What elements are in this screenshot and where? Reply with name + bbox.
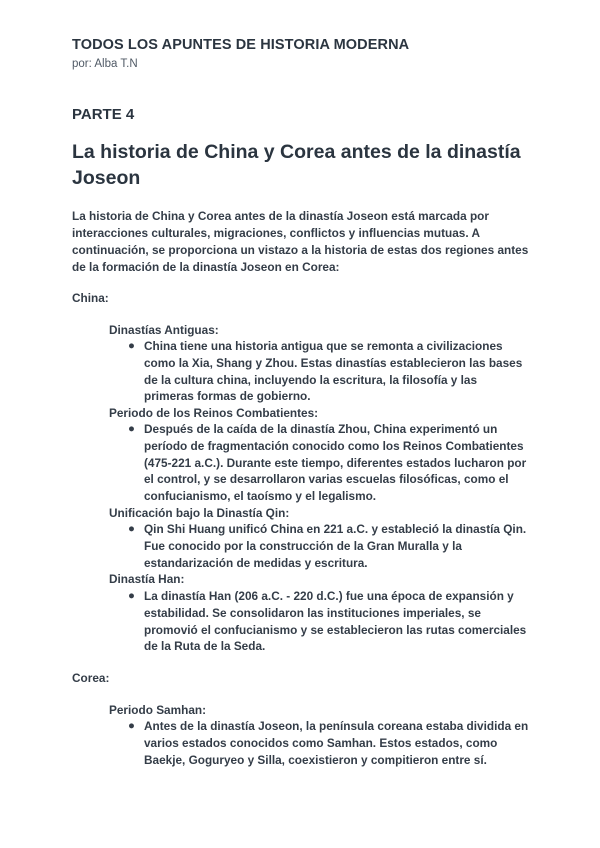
region-label-china: China: bbox=[72, 291, 109, 305]
bullet-icon: ● bbox=[128, 720, 135, 732]
subheading: Unificación bajo la Dinastía Qin: bbox=[109, 506, 290, 520]
bullet-text: Después de la caída de la dinastía Zhou, China experimentó un período de fragmentación conocido como los Reinos Combatientes (475-221 a.C.). Durante este tiempo, diferentes estados lucharon por el control, y se desarrollaron varias escuelas filosóficas, como el confucianismo, el taoísmo y el legalismo. bbox=[144, 422, 527, 504]
part-label: PARTE 4 bbox=[72, 106, 135, 123]
bullet-icon: ● bbox=[128, 523, 135, 535]
bullet-icon: ● bbox=[128, 340, 135, 352]
region-label-corea: Corea: bbox=[72, 671, 110, 685]
bullet-icon: ● bbox=[128, 423, 135, 435]
author-line: por: Alba T.N bbox=[72, 58, 138, 70]
subheading: Periodo Samhan: bbox=[109, 703, 207, 717]
bullet-text: China tiene una historia antigua que se remonta a civilizaciones como la Xia, Shang y Zhou. Estas dinastías establecieron las bases de la cultura china, incluyendo la escritura, la filosofía y las primeras formas de gobierno. bbox=[144, 339, 523, 404]
intro-paragraph: La historia de China y Corea antes de la dinastía Joseon está marcada por interacciones culturales, migraciones, conflictos y influencias mutuas. A continuación, se proporciona un vistazo a la historia de estas dos regiones antes de la formación de la dinastía Joseon en Corea: bbox=[72, 209, 529, 274]
bullet-text: Qin Shi Huang unificó China en 221 a.C. y estableció la dinastía Qin. Fue conocido por la construcción de la Gran Muralla y la estandarización de medidas y escritura. bbox=[144, 522, 527, 570]
subheading: Dinastías Antiguas: bbox=[109, 323, 219, 337]
bullet-text: Antes de la dinastía Joseon, la península coreana estaba dividida en varios estados conocidos como Samhan. Estos estados, como Baekje, Goguryeo y Silla, coexistieron y compitieron entre sí. bbox=[144, 719, 529, 767]
subheading: Periodo de los Reinos Combatientes: bbox=[109, 406, 319, 420]
bullet-icon: ● bbox=[128, 590, 135, 602]
section-heading: La historia de China y Corea antes de la dinastía Joseon bbox=[72, 141, 521, 189]
bullet-text: La dinastía Han (206 a.C. - 220 d.C.) fue una época de expansión y estabilidad. Se consolidaron las instituciones imperiales, se promovió el confucianismo y se establecieron las rutas comerciales de la Ruta de la Seda. bbox=[144, 589, 527, 654]
subheading: Dinastía Han: bbox=[109, 572, 185, 586]
document-title: TODOS LOS APUNTES DE HISTORIA MODERNA bbox=[72, 37, 410, 53]
